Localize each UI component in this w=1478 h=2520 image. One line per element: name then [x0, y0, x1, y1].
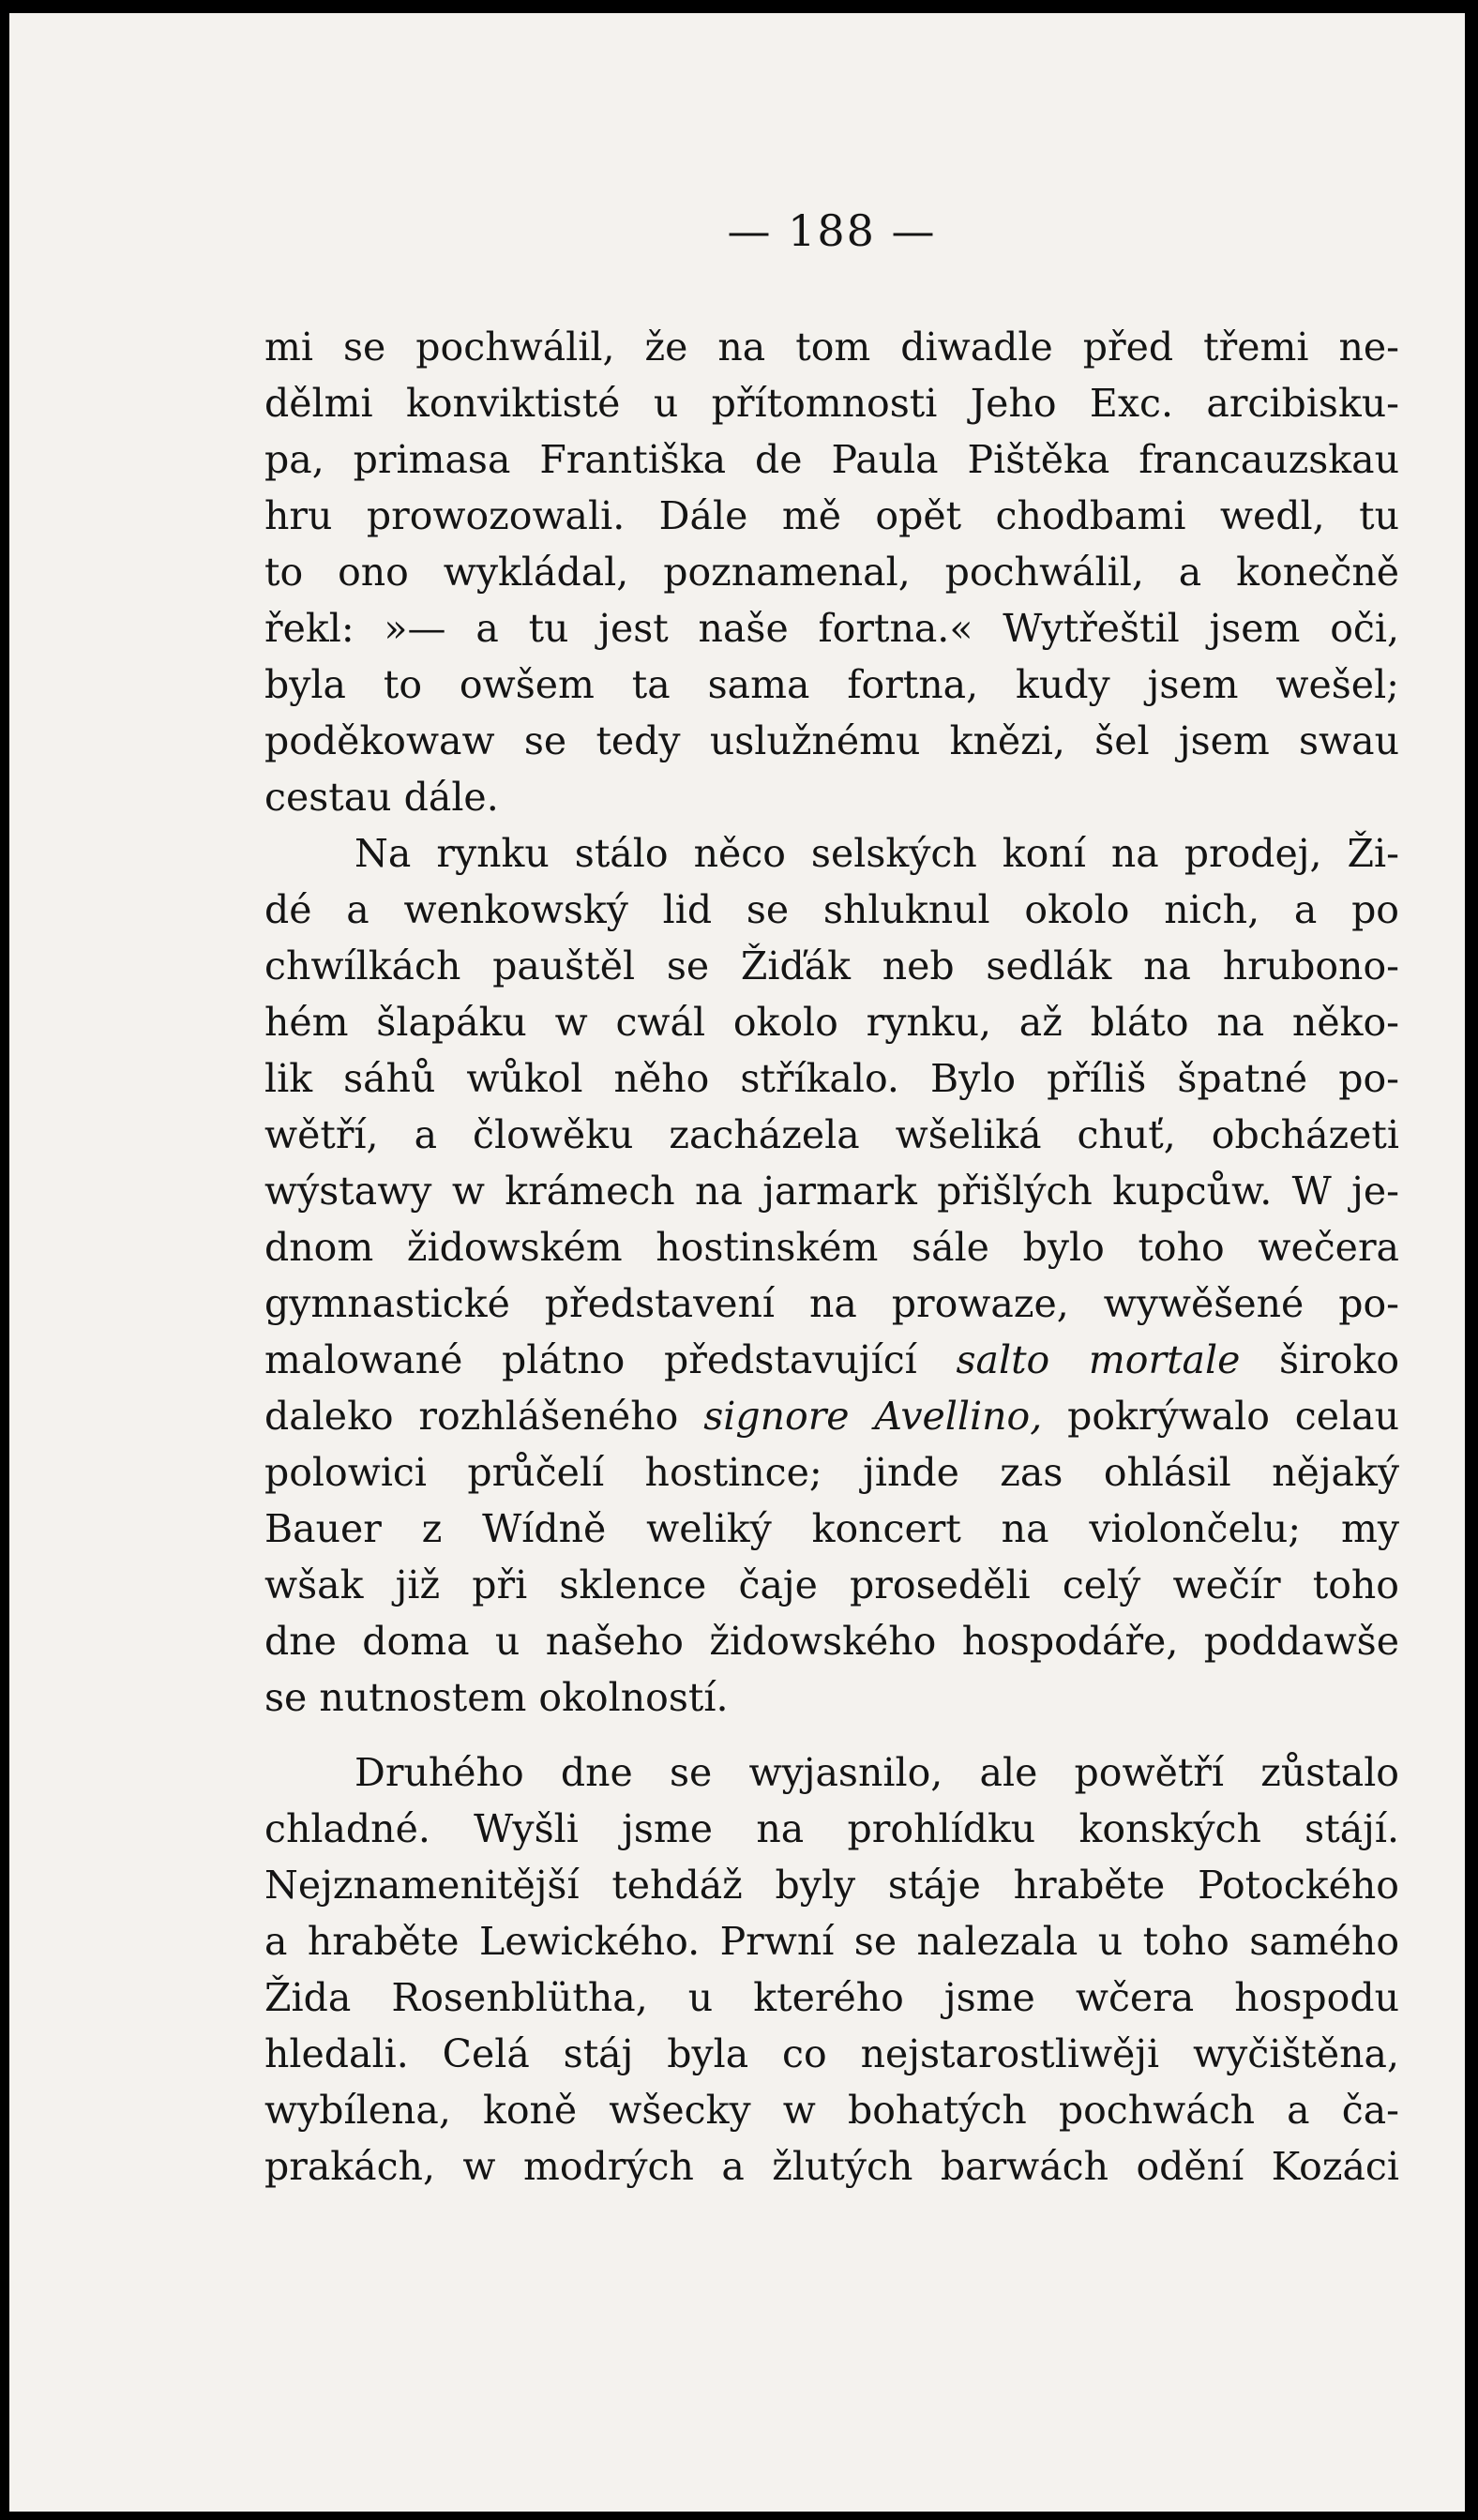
text-line: se nutnostem okolností. — [264, 1675, 729, 1720]
text-line: Druhého dne se wyjasnilo, ale powětří zůstalo — [354, 1750, 1399, 1795]
text-line: wýstawy w krámech na jarmark přišlých kupcůw. W je- — [264, 1169, 1399, 1214]
text-line: gymnastické představení na prowaze, wywěšené po- — [264, 1281, 1399, 1326]
text-line: wšak již při sklence čaje proseděli celý wečír toho — [264, 1562, 1399, 1607]
text-line: mi se pochwálil, že na tom diwadle před třemi ne- — [264, 324, 1399, 370]
text-line — [264, 1332, 1399, 1388]
text-line: cestau dále. — [264, 775, 499, 820]
text-line: lik sáhů wůkol něho stříkalo. Bylo příliš špatné po- — [264, 1056, 1399, 1101]
text-line: Žida Rosenblütha, u kterého jsme wčera hospodu — [264, 1975, 1399, 2020]
text-line — [264, 1388, 1399, 1444]
text-line: dne doma u našeho židowského hospodáře, poddawše — [264, 1619, 1399, 1664]
italic-phrase: salto mortale — [956, 1337, 1241, 1382]
text-line: Bauer z Wídně weliký koncert na violončelu; my — [264, 1506, 1399, 1551]
text-line: řekl: »— a tu jest naše fortna.« Wytřeštil jsem oči, — [264, 606, 1399, 651]
text-run: široko — [1279, 1337, 1399, 1382]
text-line: prakách, w modrých a žlutých barwách odění Kozáci — [264, 2144, 1399, 2189]
page-number: — 188 — — [727, 205, 937, 256]
text-line: hém šlapáku w cwál okolo rynku, až bláto na něko- — [264, 1000, 1399, 1045]
text-line: wybílena, koně wšecky w bohatých pochwách a ča- — [264, 2088, 1399, 2133]
text-run: malowané plátno představující — [264, 1337, 917, 1382]
text-line: chladné. Wyšli jsme na prohlídku konských stájí. — [264, 1806, 1399, 1851]
text-line: hledali. Celá stáj byla co nejstarostliwěji wyčištěna, — [264, 2031, 1399, 2076]
text-line: Nejznamenitější tehdáž byly stáje hraběte Potockého — [264, 1863, 1399, 1908]
text-line: poděkowaw se tedy uslužnému knězi, šel jsem swau — [264, 718, 1399, 763]
book-page — [9, 13, 1465, 2512]
text-line: polowici průčelí hostince; jinde zas ohlásil nějaký — [264, 1450, 1399, 1495]
text-line: a hraběte Lewického. Prwní se nalezala u toho samého — [264, 1919, 1399, 1964]
text-line: Na rynku stálo něco selských koní na prodej, Ži- — [354, 831, 1399, 876]
text-line: wětří, a člowěku zacházela wšeliká chuť, obcházeti — [264, 1112, 1399, 1157]
italic-phrase: signore Avellino, — [703, 1394, 1043, 1439]
text-run: pokrýwalo celau — [1067, 1394, 1399, 1439]
text-line: dé a wenkowský lid se shluknul okolo nich, a po — [264, 887, 1399, 932]
text-line: chwílkách pauštěl se Žiďák neb sedlák na hrubono- — [264, 943, 1399, 988]
text-line: to ono wykládal, poznamenal, pochwálil, a konečně — [264, 550, 1399, 595]
text-line: dnom židowském hostinském sále bylo toho wečera — [264, 1225, 1399, 1270]
text-line: dělmi konviktisté u přítomnosti Jeho Exc. arcibisku- — [264, 381, 1399, 426]
text-line: hru prowozowali. Dále mě opět chodbami wedl, tu — [264, 493, 1399, 538]
text-run: daleko rozhlášeného — [264, 1394, 679, 1439]
text-line: pa, primasa Františka de Paula Pištěka francauzskau — [264, 437, 1399, 482]
text-line: byla to owšem ta sama fortna, kudy jsem wešel; — [264, 662, 1399, 707]
